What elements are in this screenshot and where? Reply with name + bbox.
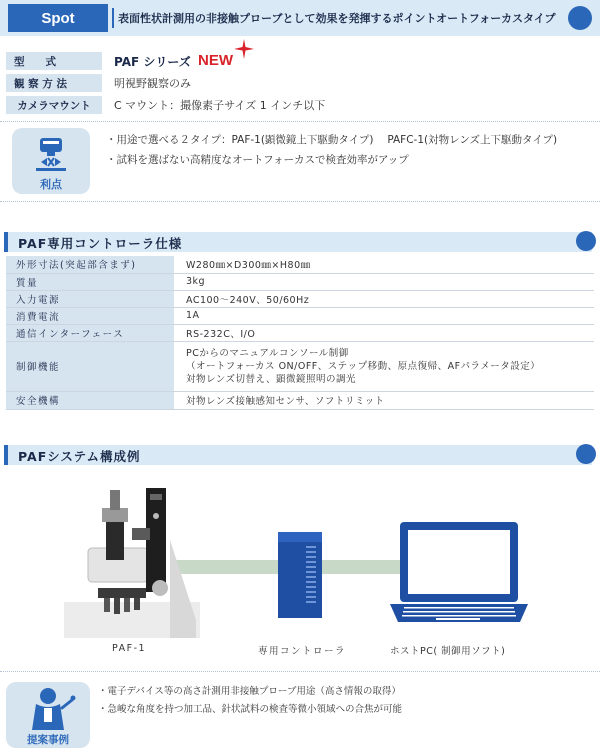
divider <box>0 121 600 122</box>
table-value: 1A <box>174 307 594 324</box>
table-label: 消費電流 <box>6 307 174 324</box>
table-row <box>6 324 594 341</box>
table-row <box>6 273 594 290</box>
controller-spec-table <box>6 256 594 410</box>
cable-microscope-controller <box>170 560 280 574</box>
sparkle-icon <box>232 38 256 60</box>
benefit-item: ・試料を選ばない高精度なオートフォーカスで検査効率がアップ <box>106 154 409 166</box>
table-label: 入力電源 <box>6 290 174 307</box>
table-label: 安全機構 <box>6 391 174 409</box>
table-row <box>6 341 594 391</box>
spec-value: PAF シリーズ <box>114 54 191 69</box>
system-section-header <box>4 445 592 465</box>
header-bar <box>0 0 600 36</box>
inspection-icon <box>12 128 90 176</box>
presenter-icon <box>6 682 90 732</box>
new-badge: NEW <box>198 52 233 69</box>
table-value-line: （オートフォーカス ON/OFF、ステップ移動、原点復帰、AFパラメータ設定） <box>186 360 541 372</box>
caption-controller: 専用コントローラ <box>258 646 347 657</box>
benefit-list <box>106 130 557 170</box>
case-item: ・電子デバイス等の高さ計測用非接触プローブ用途（高さ情報の取得） <box>98 686 401 697</box>
divider <box>0 201 600 202</box>
cable-controller-pc <box>320 560 400 574</box>
header-dot-icon <box>568 6 592 30</box>
table-label: 通信インターフェース <box>6 324 174 341</box>
header-title: 表面性状計測用の非接触プローブとして効果を発揮するポイントオートフォーカスタイプ <box>118 12 556 25</box>
case-list <box>98 683 402 719</box>
spec-label: 型 式 <box>6 52 102 70</box>
spec-label: 観 察 方 法 <box>6 74 102 92</box>
laptop-image <box>390 522 528 622</box>
spec-label: カメラマウント <box>6 96 102 114</box>
spec-value: 明視野観察のみ <box>114 77 191 90</box>
table-value: RS-232C、I/O <box>174 324 594 341</box>
table-value: W280㎜×D300㎜×H80㎜ <box>174 256 594 273</box>
case-item: ・急峻な角度を持つ加工品、針状試料の検査等微小領域への合焦が可能 <box>98 704 403 715</box>
spec-value: C マウント：撮像素子サイズ 1 インチ以下 <box>114 99 326 112</box>
benefit-label: 利点 <box>40 178 62 191</box>
controller-section-header <box>4 232 592 252</box>
benefit-item: ・用途で選べる２タイプ：PAF-1(顕微鏡上下駆動タイプ) PAFC-1(対物レンズ上下駆動タイプ) <box>106 134 558 146</box>
table-row <box>6 391 594 409</box>
controller-image <box>278 532 322 618</box>
table-label: 質量 <box>6 273 174 290</box>
spec-row-model <box>6 52 191 70</box>
table-row <box>6 256 594 273</box>
table-label: 制御機能 <box>6 341 174 391</box>
table-row <box>6 290 594 307</box>
spec-row-observation <box>6 74 191 92</box>
benefit-badge <box>12 128 90 194</box>
table-value: 3kg <box>174 273 594 290</box>
table-row <box>6 307 594 324</box>
table-label: 外形寸法(突起部含まず) <box>6 256 174 273</box>
section-dot-icon <box>576 231 596 251</box>
case-badge <box>6 682 90 748</box>
table-value-line: PCからのマニュアルコンソール制御 <box>186 347 349 359</box>
header-divider <box>112 8 114 28</box>
section-dot-icon <box>576 444 596 464</box>
table-value: 対物レンズ接触感知センサ、ソフトリミット <box>174 391 594 409</box>
divider <box>0 671 600 672</box>
system-diagram <box>0 470 600 650</box>
caption-pc: ホストPC( 制御用ソフト) <box>390 646 506 657</box>
section-title: PAF専用コントローラ仕様 <box>18 236 183 251</box>
header-tab: Spot <box>8 4 108 32</box>
caption-microscope: PAF-1 <box>112 643 147 654</box>
table-value-line: 対物レンズ切替え、顕微鏡照明の調光 <box>186 373 357 385</box>
section-title: PAFシステム構成例 <box>18 449 141 464</box>
table-value: AC100～240V、50/60Hz <box>174 290 594 307</box>
table-value <box>174 341 594 391</box>
spec-row-camera-mount <box>6 96 325 114</box>
case-label: 提案事例 <box>27 734 69 746</box>
